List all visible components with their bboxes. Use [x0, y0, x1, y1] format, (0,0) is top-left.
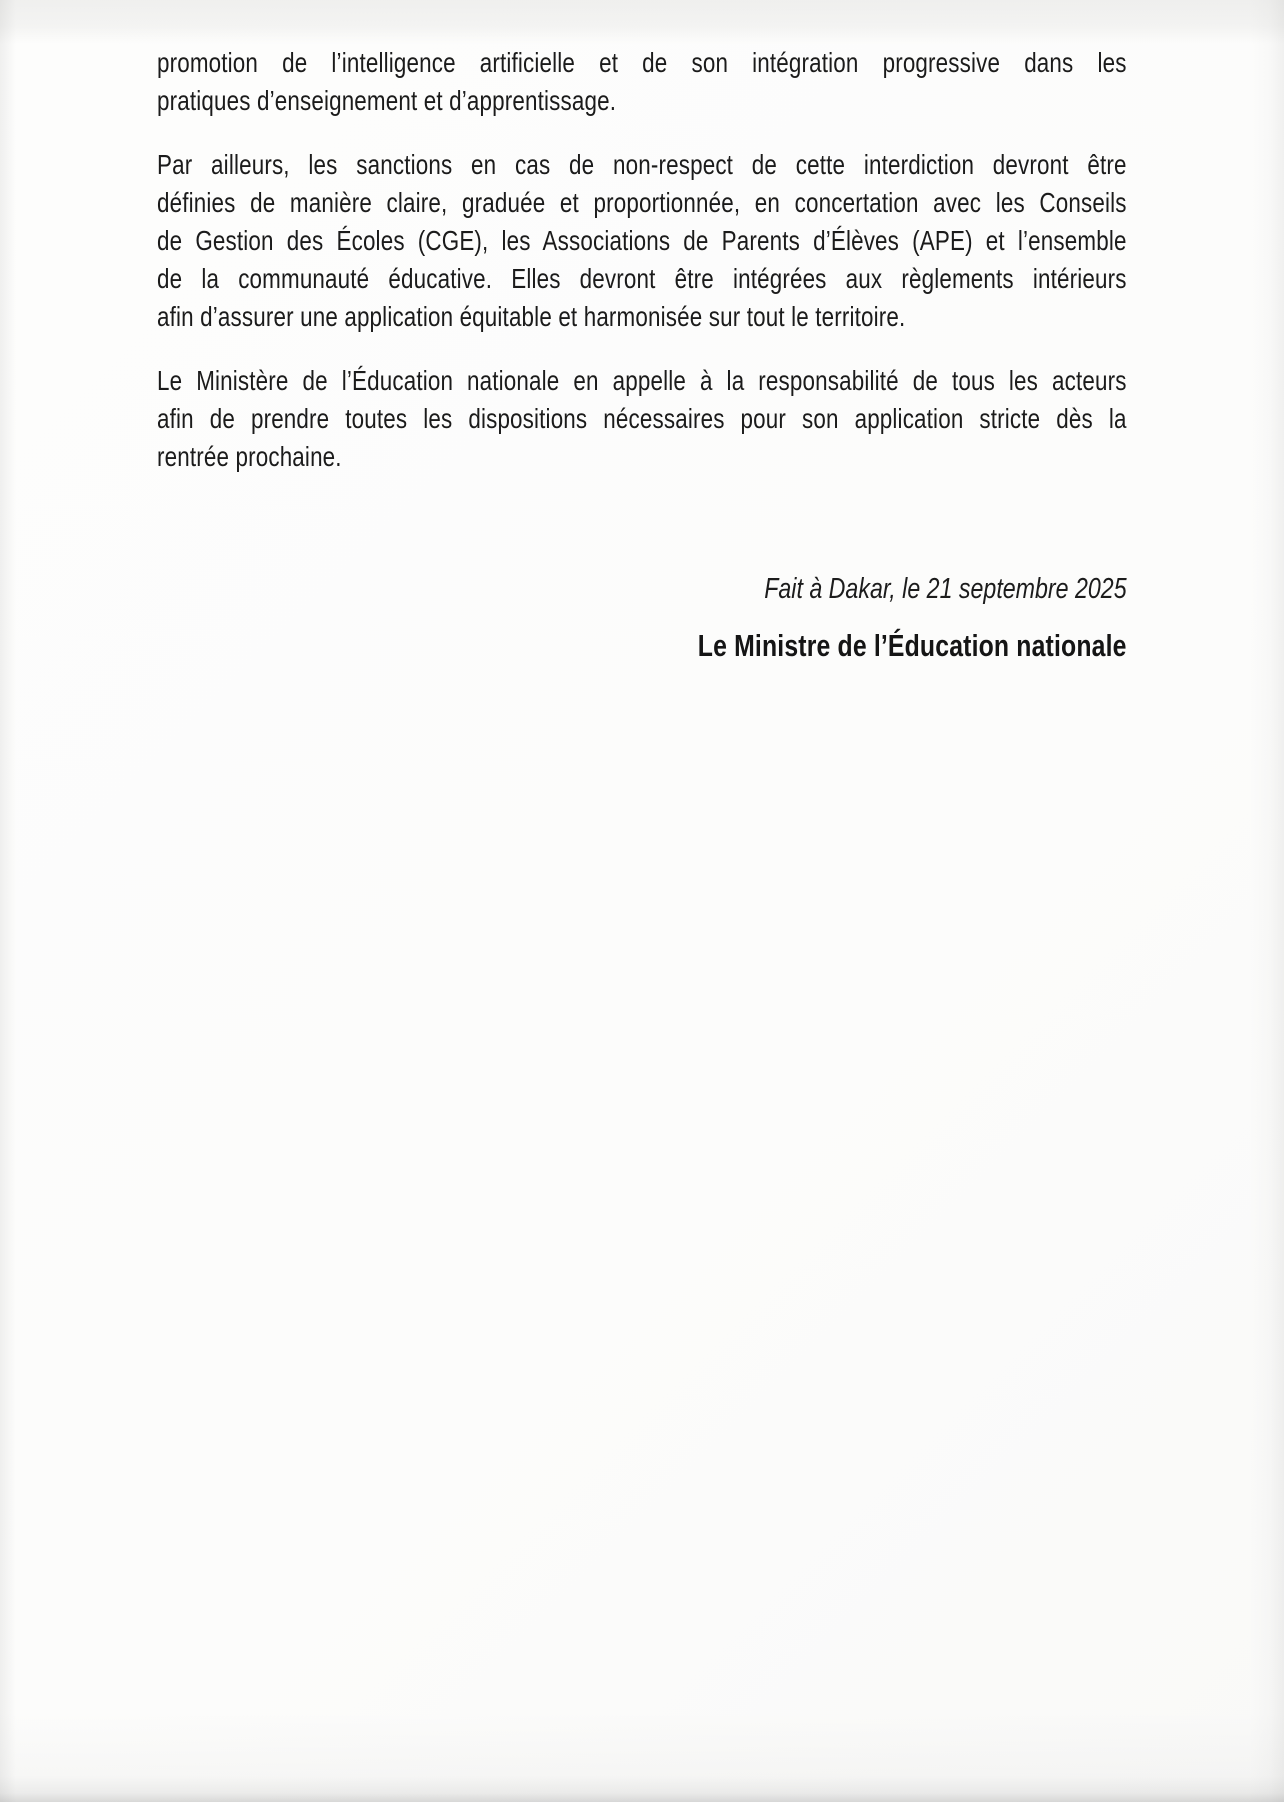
paragraph-line: promotion de l’intelligence artificielle et de son intégration progressive dans les — [157, 47, 1127, 78]
paragraph-line: afin de prendre toutes les dispositions nécessaires pour son application stricte dès la — [157, 403, 1127, 434]
paragraph-line: afin d’assurer une application équitable et harmonisée sur tout le territoire. — [157, 301, 906, 332]
paragraph-3 — [157, 362, 1127, 476]
paragraph-line: de la communauté éducative. Elles devront être intégrées aux règlements intérieurs — [157, 263, 1127, 294]
paragraph-line: définies de manière claire, graduée et proportionnée, en concertation avec les Conseils — [157, 187, 1127, 218]
paragraph-line: Le Ministère de l’Éducation nationale en appelle à la responsabilité de tous les acteurs — [157, 365, 1127, 396]
paragraph-line: Par ailleurs, les sanctions en cas de non-respect de cette interdiction devront être — [157, 149, 1127, 180]
paragraph-line: de Gestion des Écoles (CGE), les Associations de Parents d’Élèves (APE) et l’ensemble — [157, 225, 1127, 256]
paragraph-2 — [157, 146, 1127, 336]
place-date-line: Fait à Dakar, le 21 septembre 2025 — [764, 573, 1127, 605]
paragraph-1 — [157, 44, 1127, 120]
signatory-title: Le Ministre de l’Éducation nationale — [697, 628, 1127, 663]
paragraph-line: rentrée prochaine. — [157, 441, 342, 472]
paragraph-line: pratiques d’enseignement et d’apprentissage. — [157, 85, 617, 116]
